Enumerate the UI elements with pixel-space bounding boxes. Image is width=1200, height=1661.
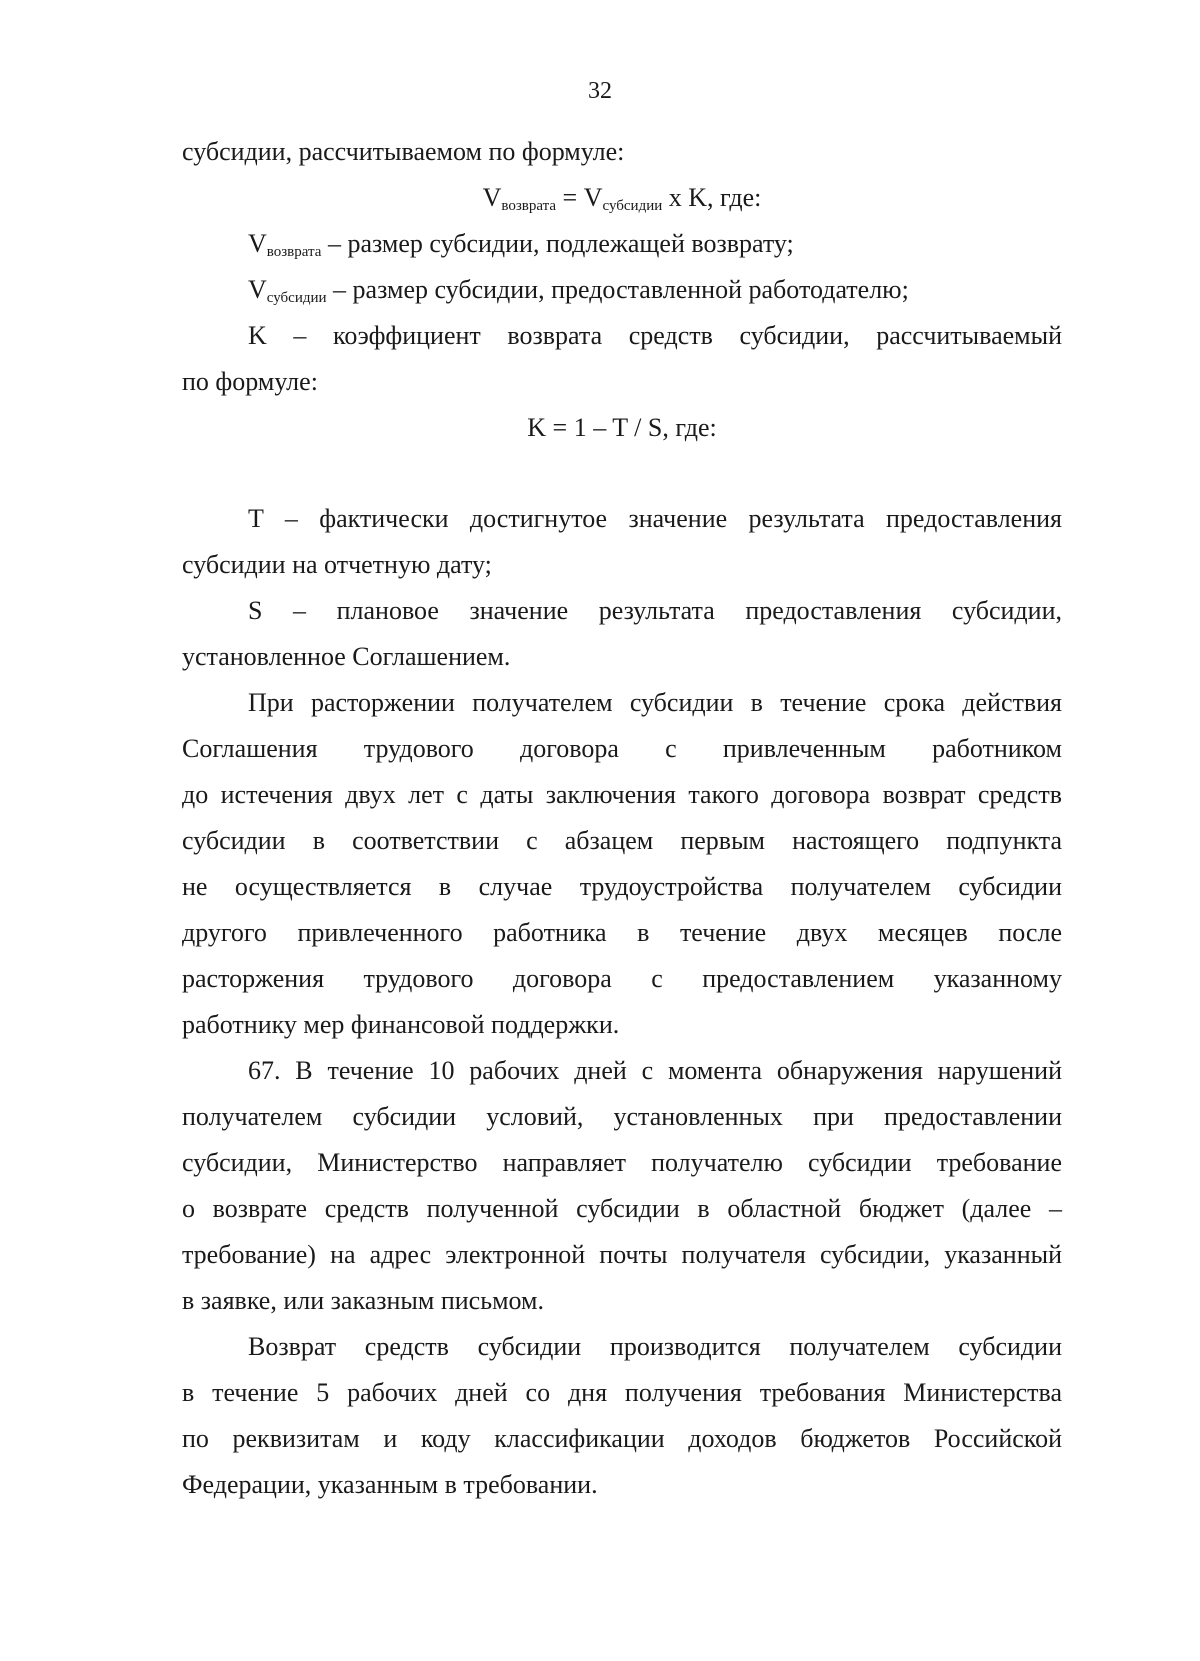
paragraph-line: Соглашения трудового договора с привлеченным работником	[182, 734, 1062, 763]
definition-subscript: возврата	[266, 244, 322, 260]
definition-text: – размер субсидии, предоставленной работодателю;	[326, 275, 909, 304]
formula-subscript: субсидии	[602, 198, 663, 214]
formula-equals: =	[556, 183, 584, 212]
definition-k-line-2: по формуле:	[182, 367, 318, 396]
definition-symbol: V	[248, 229, 267, 258]
definition-t-line-2: субсидии на отчетную дату;	[182, 550, 492, 579]
paragraph-line: получателем субсидии условий, установленных при предоставлении	[182, 1102, 1062, 1131]
definition-v-subsidy	[248, 275, 909, 305]
paragraph-line: о возврате средств полученной субсидии в областной бюджет (далее –	[182, 1194, 1062, 1223]
paragraph-line: требование) на адрес электронной почты получателя субсидии, указанный	[182, 1240, 1062, 1269]
paragraph-line: до истечения двух лет с даты заключения такого договора возврат средств	[182, 780, 1062, 809]
formula-symbol: V	[482, 183, 502, 212]
definition-s-line-1: S – плановое значение результата предоставления субсидии,	[248, 596, 1062, 625]
formula-tail: х K, где:	[662, 183, 762, 212]
paragraph-line: расторжения трудового договора с предоставлением указанному	[182, 964, 1062, 993]
definition-t-line-1: T – фактически достигнутое значение результата предоставления	[248, 504, 1062, 533]
paragraph-line: в течение 5 рабочих дней со дня получения требования Министерства	[182, 1378, 1062, 1407]
paragraph-line: субсидии, Министерство направляет получателю субсидии требование	[182, 1148, 1062, 1177]
formula-subscript: возврата	[501, 198, 557, 214]
definition-k-line-1: K – коэффициент возврата средств субсидии, рассчитываемый	[248, 321, 1062, 350]
paragraph-line: Возврат средств субсидии производится получателем субсидии	[248, 1332, 1062, 1361]
page-number: 32	[588, 78, 612, 104]
formula-intro-line: субсидии, рассчитываемом по формуле:	[182, 137, 625, 166]
paragraph-line: другого привлеченного работника в течение двух месяцев после	[182, 918, 1062, 947]
paragraph-line: субсидии в соответствии с абзацем первым настоящего подпункта	[182, 826, 1062, 855]
definition-symbol: V	[248, 275, 267, 304]
paragraph-line: в заявке, или заказным письмом.	[182, 1286, 544, 1315]
definition-s-line-2: установленное Соглашением.	[182, 642, 511, 671]
coefficient-formula: K = 1 – T / S, где:	[527, 413, 717, 442]
return-formula	[182, 183, 1062, 213]
paragraph-line: При расторжении получателем субсидии в течение срока действия	[248, 688, 1062, 717]
definition-subscript: субсидии	[266, 290, 327, 306]
paragraph-line: по реквизитам и коду классификации доходов бюджетов Российской	[182, 1424, 1062, 1453]
paragraph-line: Федерации, указанным в требовании.	[182, 1470, 598, 1499]
paragraph-line: не осуществляется в случае трудоустройства получателем субсидии	[182, 872, 1062, 901]
paragraph-line: 67. В течение 10 рабочих дней с момента обнаружения нарушений	[248, 1056, 1062, 1085]
paragraph-line: работнику мер финансовой поддержки.	[182, 1010, 620, 1039]
definition-text: – размер субсидии, подлежащей возврату;	[321, 229, 794, 258]
formula-symbol: V	[583, 183, 603, 212]
definition-v-return	[248, 229, 794, 259]
